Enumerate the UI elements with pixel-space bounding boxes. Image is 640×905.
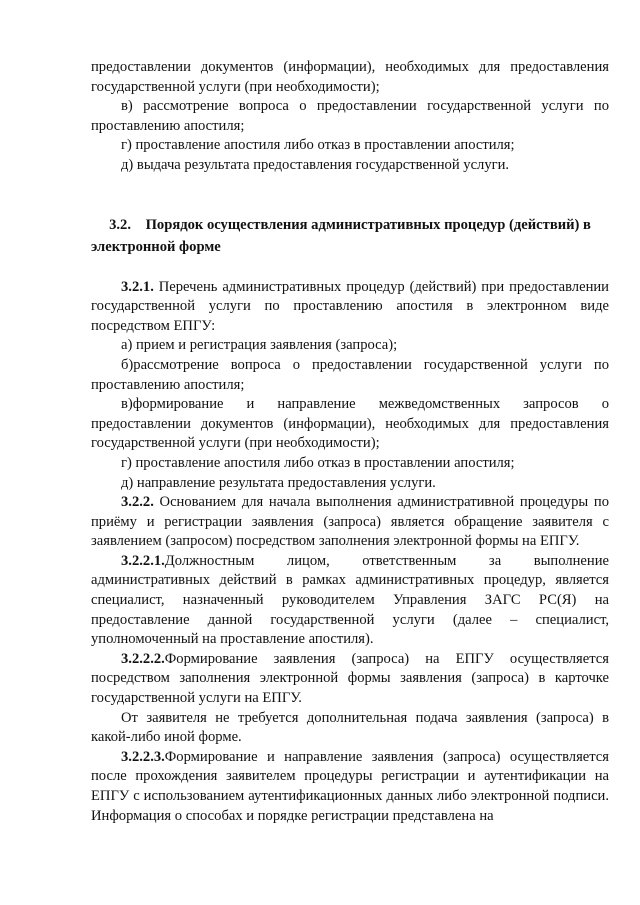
list-item-g: г) проставление апостиля либо отказ в проставлении апостиля; [121,137,515,154]
clause-text: Основанием для начала выполнения административной процедуры по приёму и регистрации заявления (запроса) является обращение заявителя с заявлением (запросом) посредством заполнения электронной формы на ЕПГУ. [91,494,609,550]
paragraph-3-2-2-2 [91,650,609,709]
spacer [91,258,609,278]
document-content [91,58,609,826]
section-title: Порядок осуществления административных процедур (действий) в электронной форме [91,216,591,255]
clause-text: Должностным лицом, ответственным за выполнение административных действий в рамках административных процедур, является специалист, назначенный руководителем Управления ЗАГС РС(Я) на предоставление данной государственной услуги (далее – специалист, уполномоченный на проставление апостиля). [91,552,609,648]
paragraph-no-additional-application: От заявителя не требуется дополнительная подача заявления (запроса) в какой-либо иной форме. [91,709,609,746]
list-item-v: в) рассмотрение вопроса о предоставлении государственной услуги по проставлению апостиля; [91,98,609,134]
section-heading [91,214,609,258]
list-item-a: а) прием и регистрация заявления (запроса); [121,337,398,354]
clause-number: 3.2.2.1. [121,552,165,569]
paragraph-3-2-2-1 [91,552,609,650]
paragraph-continuation: предоставлении документов (информации), необходимых для предоставления государственной услуги (при необходимости); [91,59,609,95]
clause-number: 3.2.2.2. [121,650,165,667]
spacer [91,176,609,214]
section-number: 3.2. [109,216,131,233]
list-item-v2: в)формирование и направление межведомственных запросов о предоставлении документов (информации), необходимых для предоставления государственной услуги (при необходимости); [91,396,609,452]
clause-number: 3.2.1. [121,278,154,295]
clause-text: Перечень административных процедур (действий) при предоставлении государственной услуги по проставлению апостиля в электронном виде посредством ЕПГУ: [91,278,609,334]
paragraph-3-2-1 [91,278,609,337]
clause-text: Формирование и направление заявления (запроса) осуществляется после прохождения заявителем процедуры регистрации и аутентификации на ЕПГУ с использованием аутентификационных данных либо электронной подписи. Информация о способах и порядке регистрации представлена на [91,748,609,824]
paragraph-3-2-2-3 [91,748,609,826]
list-item-b: б)рассмотрение вопроса о предоставлении государственной услуги по проставлению апостиля; [91,356,609,393]
clause-text: Формирование заявления (запроса) на ЕПГУ осуществляется посредством заполнения электронной формы заявления (запроса) в карточке государственной услуги на ЕПГУ. [91,650,609,707]
list-item-d: д) выдача результата предоставления государственной услуги. [121,156,510,173]
paragraph-3-2-2 [91,493,609,552]
clause-number: 3.2.2.3. [121,748,165,765]
clause-number: 3.2.2. [121,494,154,511]
list-item-g2: г) проставление апостиля либо отказ в проставлении апостиля; [121,454,515,471]
list-item-d2: д) направление результата предоставления услуги. [121,474,436,491]
